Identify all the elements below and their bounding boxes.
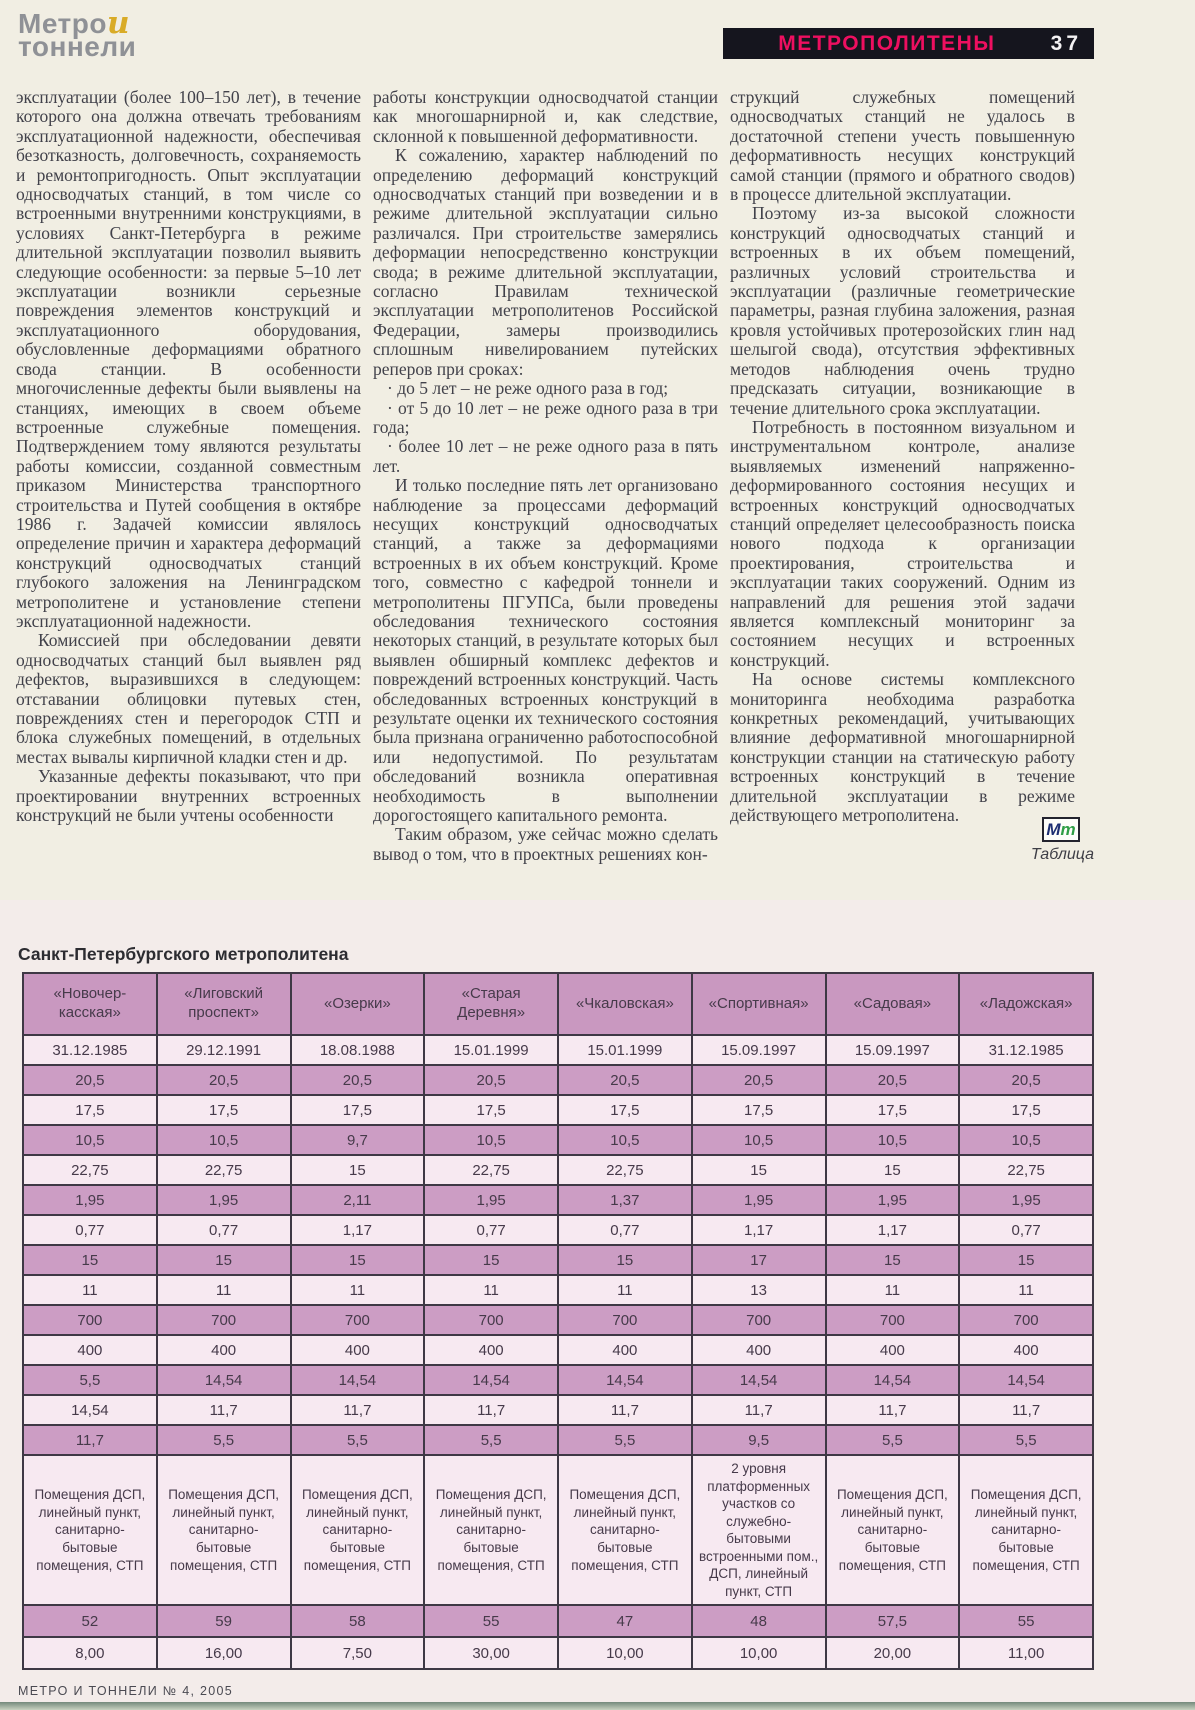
table-cell: 700 [959,1305,1093,1335]
table-cell: 22,75 [23,1155,157,1185]
table-cell: 1,95 [692,1185,826,1215]
table-cell: 58 [291,1605,425,1637]
table-row [23,1335,1093,1365]
table-cell: 20,5 [424,1065,558,1095]
table-cell: 15 [291,1155,425,1185]
table-cell: 5,5 [424,1425,558,1455]
table-label: Таблица [1030,846,1094,863]
table-cell: 11,7 [826,1395,960,1425]
table-cell: 11 [23,1275,157,1305]
table-cell: 20,5 [558,1065,692,1095]
station-header-cell: «Лиговский проспект» [157,973,291,1035]
table-row [23,1215,1093,1245]
station-header-cell: «Спортивная» [692,973,826,1035]
article-paragraph: работы конструкции односводчатой станции как многошарнирной и, как следствие, склонной к повышенной деформативности. [373,87,718,146]
table-header-row [23,973,1093,1035]
table-cell: 20,5 [291,1065,425,1095]
table-cell: 22,75 [959,1155,1093,1185]
table-row [23,1637,1093,1669]
table-cell: Помещения ДСП, линейный пункт, санитарно-бытовые помещения, СТП [558,1455,692,1605]
table-cell: Помещения ДСП, линейный пункт, санитарно-бытовые помещения, СТП [826,1455,960,1605]
table-cell: 1,95 [157,1185,291,1215]
table-cell: 0,77 [959,1215,1093,1245]
table-cell: 0,77 [424,1215,558,1245]
table-cell: Помещения ДСП, линейный пункт, санитарно-бытовые помещения, СТП [959,1455,1093,1605]
table-cell: 15 [157,1245,291,1275]
table-cell: 22,75 [424,1155,558,1185]
table-cell: 30,00 [424,1637,558,1669]
table-row [23,1395,1093,1425]
table-row [23,1065,1093,1095]
table-cell: 5,5 [826,1425,960,1455]
table-cell: 31.12.1985 [23,1035,157,1065]
table-row [23,1305,1093,1335]
logo-word-metro: Метро [18,8,107,39]
table-cell: 16,00 [157,1637,291,1669]
table-cell: 700 [157,1305,291,1335]
article-paragraph: Поэтому из-за высокой сложности конструкций односводчатых станций и встроенных в их объем помещений, различных условий строительства и эксплуатации (различные геометрические параметры, разная глубина заложения, разная кровля устойчивых протерозойских глин над шелыгой свода), отсутствия эффективных методов наблюдения очень трудно предсказать ситуации, возникающие в течение длительного срока эксплуатации. [730,203,1075,418]
table-cell: 2,11 [291,1185,425,1215]
table-cell: 17,5 [424,1095,558,1125]
article-paragraph: Комиссией при обследовании девяти односводчатых станций был выявлен ряд дефектов, выразившихся в следующем: отставании облицовки путевых стен, повреждениях стен и перегородок СТП и блока служебных помещений, в отдельных местах вывалы кирпичной кладки стен и др. [16,630,361,767]
table-cell: 700 [291,1305,425,1335]
article-paragraph: · от 5 до 10 лет – не реже одного раза в три года; [373,397,718,437]
table-cell: 17,5 [291,1095,425,1125]
article-paragraph: Потребность в постоянном визуальном и инструментальном контроле, анализе выявляемых изменений напряженно-деформированного состояния несущих и встроенных конструкций односводчатых станций определяет целесообразность поиска нового подхода к организации проектирования, строительства и эксплуатации таких сооружений. Одним из направлений для решения этой задачи является комплексный мониторинг за состоянием несущих и встроенных конструкций. [730,416,1075,670]
table-cell: 15.09.1997 [692,1035,826,1065]
table-cell: Помещения ДСП, линейный пункт, санитарно-бытовые помещения, СТП [23,1455,157,1605]
table-cell: 11,7 [424,1395,558,1425]
page-number: 37 [1050,31,1082,55]
table-row [23,1455,1093,1605]
table-cell: 15.01.1999 [558,1035,692,1065]
table-cell: 17,5 [23,1095,157,1125]
table-cell: 5,5 [959,1425,1093,1455]
table-cell: 10,5 [157,1125,291,1155]
article-paragraph: · более 10 лет – не реже одного раза в пять лет. [373,436,718,476]
table-cell: 5,5 [157,1425,291,1455]
table-cell: 14,54 [558,1365,692,1395]
table-cell: 13 [692,1275,826,1305]
table-cell: 9,7 [291,1125,425,1155]
table-cell: 14,54 [291,1365,425,1395]
table-cell: 400 [291,1335,425,1365]
table-cell: 400 [558,1335,692,1365]
table-row [23,1155,1093,1185]
article-paragraph: И только последние пять лет организовано наблюдение за процессами деформаций несущих конструкций односводчатых станций, а также за деформациями встроенных в их объем конструкций. Кроме того, совместно с кафедрой тоннели и метрополитены ПГУПСа, были проведены обследования технического состояния некоторых станций, в результате которых был выявлен обширный комплекс дефектов и повреждений встроенных конструкций. Часть обследованных встроенных конструкций в результате оценки их технического состояния была признана ограниченно работоспособной или недопустимой. По результатам обследований возникла оперативная необходимость в выполнении дорогостоящего капитального ремонта. [373,475,718,826]
table-cell: 15 [424,1245,558,1275]
table-cell: 11,7 [692,1395,826,1425]
table-cell: 15 [959,1245,1093,1275]
table-cell: 11 [424,1275,558,1305]
table-cell: 15 [826,1245,960,1275]
table-cell: 400 [23,1335,157,1365]
table-cell: 29.12.1991 [157,1035,291,1065]
article-paragraph: К сожалению, характер наблюдений по определению деформаций конструкций односводчатых станций при возведении и в режиме длительной эксплуатации сильно различался. При строительстве замерялись деформации непосредственно конструкции свода; в режиме длительной эксплуатации, согласно Правилам технической эксплуатации метрополитенов Российской Федерации, замеры производились сплошным нивелированием путейских реперов при сроках: [373,145,718,379]
article-paragraph: эксплуатации (более 100–150 лет), в течение которого она должна отвечать требованиям эксплуатационной надежности, обеспечивая безотказность, долговечность, сохраняемость и ремонтопригодность. Опыт эксплуатации односводчатых станций, в том числе со встроенными внутренними конструкциями, в условиях Санкт-Петербурга в режиме длительной эксплуатации позволил выявить следующие особенности: за первые 5–10 лет эксплуатации возникли серьезные повреждения элементов конструкций и эксплуатационного оборудования, обусловленные деформациями обратного свода станции. В особенности многочисленные дефекты были выявлены на станциях, имеющих в своем объеме встроенные служебные помещения. Подтверждением тому являются результаты работы комиссии, созданной совместным приказом Министерства транспортного строительства и Путей сообщения в октябре 1986 г. Задачей комиссии являлось определение причин и характера деформаций конструкций односводчатых станций глубокого заложения на Ленинградском метрополитене и установление степени эксплуатационной надежности. [16,87,361,631]
table-cell: 10,00 [558,1637,692,1669]
article-column-3 [730,88,1075,825]
badge-letter-m: М [1046,820,1061,839]
table-cell: 55 [424,1605,558,1637]
table-cell: 2 уровня платформенных участков со служебно-бытовыми встроенными пом., ДСП, линейный пункт, СТП [692,1455,826,1605]
article-column-1 [16,88,361,825]
table-cell: 14,54 [23,1395,157,1425]
table-cell: 10,5 [692,1125,826,1155]
article-paragraph: Таким образом, уже сейчас можно сделать вывод о том, что в проектных решениях кон- [373,824,718,864]
table-row [23,1245,1093,1275]
table-cell: 14,54 [424,1365,558,1395]
table-cell: 57,5 [826,1605,960,1637]
station-header-cell: «Озерки» [291,973,425,1035]
badge-letter-t: т [1060,820,1076,839]
table-cell: 400 [959,1335,1093,1365]
table-cell: 22,75 [558,1155,692,1185]
station-header-cell: «Чкаловская» [558,973,692,1035]
table-cell: 20,5 [826,1065,960,1095]
station-header-cell: «Ладожская» [959,973,1093,1035]
table-cell: 14,54 [959,1365,1093,1395]
article-paragraph: струкций служебных помещений односводчатых станций не удалось в достаточной степени учесть повышенную деформативность несущих конструкций самой станции (прямого и обратного сводов) в процессе длительной эксплуатации. [730,87,1075,205]
table-cell: 10,00 [692,1637,826,1669]
table-cell: 5,5 [23,1365,157,1395]
table-cell: 14,54 [826,1365,960,1395]
table-cell: 700 [558,1305,692,1335]
table-cell: 8,00 [23,1637,157,1669]
table-cell: 1,95 [959,1185,1093,1215]
table-cell: 11 [826,1275,960,1305]
table-cell: 400 [826,1335,960,1365]
table-cell: 17,5 [157,1095,291,1125]
table-cell: 55 [959,1605,1093,1637]
table-cell: 31.12.1985 [959,1035,1093,1065]
table-cell: 11 [959,1275,1093,1305]
end-of-article-mt-badge [1042,817,1080,842]
table-row [23,1125,1093,1155]
table-cell: 10,5 [959,1125,1093,1155]
table-cell: 1,95 [826,1185,960,1215]
table-cell: 15 [692,1155,826,1185]
article-paragraph: · до 5 лет – не реже одного раза в год; [387,378,669,399]
table-cell: 15 [291,1245,425,1275]
table-cell: Помещения ДСП, линейный пункт, санитарно-бытовые помещения, СТП [157,1455,291,1605]
table-cell: 400 [692,1335,826,1365]
table-cell: 22,75 [157,1155,291,1185]
table-cell: 11,00 [959,1637,1093,1669]
table-cell: 9,5 [692,1425,826,1455]
table-cell: 10,5 [23,1125,157,1155]
table-cell: Помещения ДСП, линейный пункт, санитарно-бытовые помещения, СТП [424,1455,558,1605]
table-cell: 1,17 [291,1215,425,1245]
table-cell: 20,5 [959,1065,1093,1095]
table-cell: 14,54 [157,1365,291,1395]
logo-word-tonneli: тоннели [18,31,137,62]
table-cell: Помещения ДСП, линейный пункт, санитарно-бытовые помещения, СТП [291,1455,425,1605]
table-cell: 700 [424,1305,558,1335]
table-cell: 59 [157,1605,291,1637]
table-cell: 17,5 [826,1095,960,1125]
table-cell: 0,77 [558,1215,692,1245]
table-cell: 20,5 [23,1065,157,1095]
table-cell: 15 [558,1245,692,1275]
table-cell: 400 [424,1335,558,1365]
table-cell: 11 [157,1275,291,1305]
logo-ampersand-i: и [106,5,130,41]
table-cell: 17,5 [558,1095,692,1125]
table-row [23,1185,1093,1215]
table-cell: 17 [692,1245,826,1275]
table-cell: 400 [157,1335,291,1365]
table-cell: 0,77 [157,1215,291,1245]
table-cell: 15 [23,1245,157,1275]
table-cell: 15 [826,1155,960,1185]
table-cell: 48 [692,1605,826,1637]
table-cell: 17,5 [692,1095,826,1125]
table-row [23,1605,1093,1637]
station-header-cell: «Старая Деревня» [424,973,558,1035]
page-bottom-edge [0,1702,1195,1710]
table-cell: 10,5 [424,1125,558,1155]
table-cell: 1,17 [826,1215,960,1245]
table-cell: 20,00 [826,1637,960,1669]
section-title: МЕТРОПОЛИТЕНЫ [778,31,996,55]
table-cell: 700 [692,1305,826,1335]
table-cell: 11,7 [291,1395,425,1425]
table-cell: 7,50 [291,1637,425,1669]
table-cell: 11 [291,1275,425,1305]
station-header-cell: «Садовая» [826,973,960,1035]
table-cell: 18.08.1988 [291,1035,425,1065]
table-cell: 11 [558,1275,692,1305]
table-cell: 1,37 [558,1185,692,1215]
table-cell: 11,7 [23,1425,157,1455]
table-cell: 10,5 [826,1125,960,1155]
table-row [23,1275,1093,1305]
table-cell: 20,5 [692,1065,826,1095]
table-cell: 1,17 [692,1215,826,1245]
stations-table [22,972,1094,1670]
section-header-bar [723,28,1094,59]
magazine-logo [18,5,137,62]
table-cell: 52 [23,1605,157,1637]
table-row [23,1425,1093,1455]
table-body [23,1035,1093,1669]
table-cell: 17,5 [959,1095,1093,1125]
article-paragraph: На основе системы комплексного мониторинга необходима разработка конкретных рекомендаций, учитывающих влияние деформативной многошарнирной конструкции станции на статическую работу встроенных конструкций в течение длительной эксплуатации в режиме действующего метрополитена. [730,669,1075,826]
table-cell: 20,5 [157,1065,291,1095]
table-cell: 5,5 [558,1425,692,1455]
table-row [23,1365,1093,1395]
table-cell: 700 [23,1305,157,1335]
table-cell: 700 [826,1305,960,1335]
table-cell: 15.01.1999 [424,1035,558,1065]
table-caption: Санкт-Петербургского метрополитена [18,944,349,964]
table-cell: 11,7 [959,1395,1093,1425]
table-cell: 15.09.1997 [826,1035,960,1065]
table-cell: 11,7 [157,1395,291,1425]
article-column-2 [373,88,718,864]
table-cell: 11,7 [558,1395,692,1425]
article-paragraph: Указанные дефекты показывают, что при проектировании внутренних встроенных конструкций не были учтены особенности [16,766,361,826]
table-cell: 47 [558,1605,692,1637]
table-cell: 10,5 [558,1125,692,1155]
table-cell: 0,77 [23,1215,157,1245]
footer-journal-line: МЕТРО И ТОННЕЛИ № 4, 2005 [18,1684,234,1698]
table-cell: 1,95 [23,1185,157,1215]
table-row [23,1095,1093,1125]
station-header-cell: «Новочер-касская» [23,973,157,1035]
table-cell: 5,5 [291,1425,425,1455]
table-cell: 1,95 [424,1185,558,1215]
table-cell: 14,54 [692,1365,826,1395]
table-row [23,1035,1093,1065]
